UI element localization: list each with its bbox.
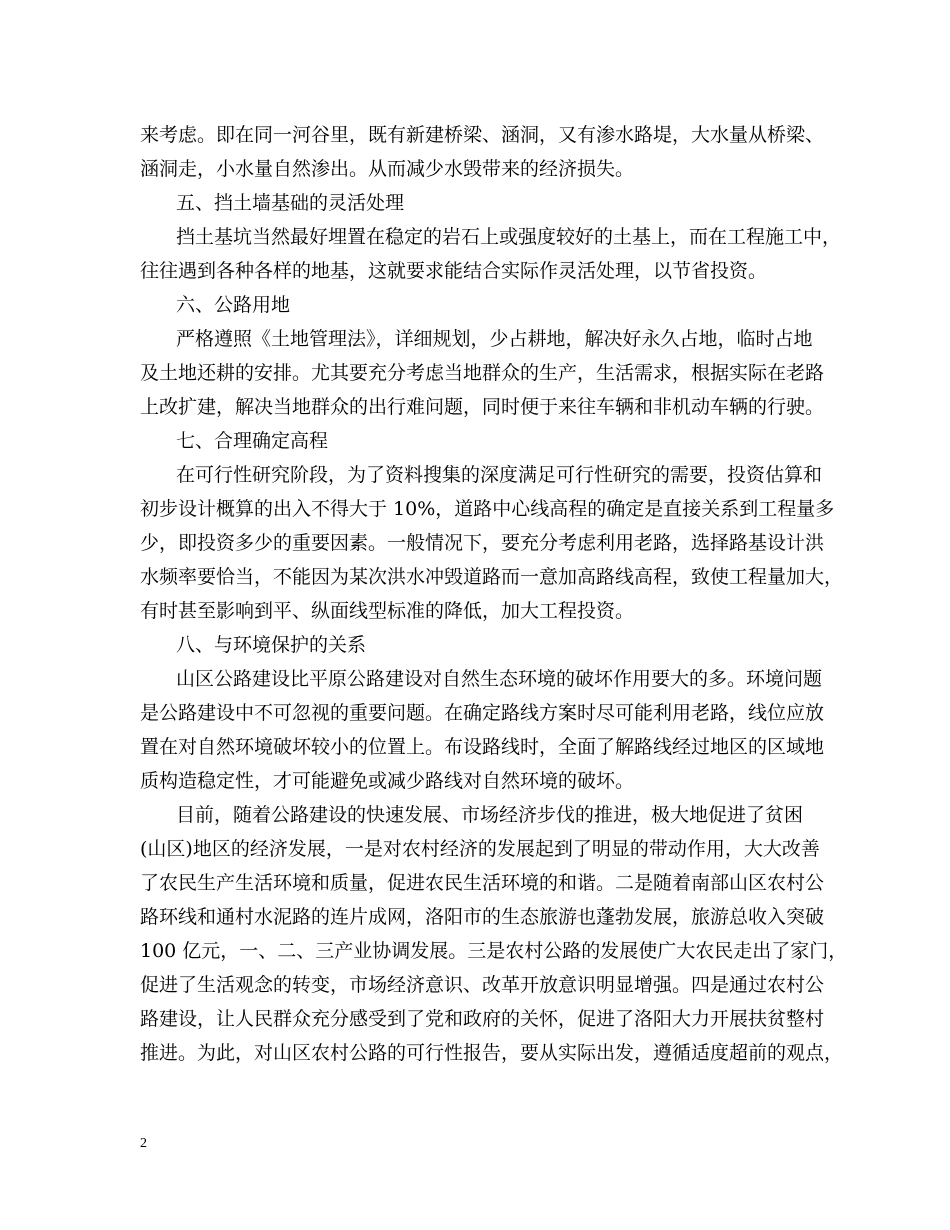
heading-text: 五、挡土墙基础的灵活处理 bbox=[176, 192, 405, 214]
paragraph-current-development bbox=[140, 798, 848, 1070]
text-line: 100 亿元，一、二、三产业协调发展。三是农村公路的发展使广大农民走出了家门， bbox=[140, 940, 848, 962]
text-line: 质构造稳定性，才可能避免或减少路线对自然环境的破坏。 bbox=[140, 770, 635, 792]
heading-text: 八、与环境保护的关系 bbox=[176, 634, 367, 656]
heading-text: 六、公路用地 bbox=[176, 294, 291, 316]
text-line: 在可行性研究阶段，为了资料搜集的深度满足可行性研究的需要，投资估算和 bbox=[176, 464, 823, 486]
text-line: 涵洞走，小水量自然渗出。从而减少水毁带来的经济损失。 bbox=[140, 158, 635, 180]
text-line: 山区公路建设比平原公路建设对自然生态环境的破坏作用要大的多。环境问题 bbox=[176, 668, 823, 690]
text-line: 上改扩建，解决当地群众的出行难问题，同时便于来往车辆和非机动车辆的行驶。 bbox=[140, 396, 825, 418]
page-number: 2 bbox=[140, 1136, 147, 1151]
text-line: 少，即投资多少的重要因素。一般情况下，要充分考虑利用老路，选择路基设计洪 bbox=[140, 532, 825, 554]
text-line: 及土地还耕的安排。尤其要充分考虑当地群众的生产，生活需求，根据实际在老路 bbox=[140, 362, 825, 384]
text-line: 是公路建设中不可忽视的重要问题。在确定路线方案时尽可能利用老路，线位应放 bbox=[140, 702, 825, 724]
text-line: 水频率要恰当，不能因为某次洪水冲毁道路而一意加高路线高程，致使工程量加大， bbox=[140, 566, 844, 588]
paragraph-1-continued bbox=[140, 118, 830, 186]
text-line: 往往遇到各种各样的地基，这就要求能结合实际作灵活处理，以节省投资。 bbox=[140, 260, 768, 282]
text-line: 促进了生活观念的转变，市场经济意识、改革开放意识明显增强。四是通过农村公 bbox=[140, 974, 825, 996]
document-body bbox=[140, 118, 848, 1070]
text-line: 置在对自然环境破坏较小的位置上。布设路线时，全面了解路线经过地区的区域地 bbox=[140, 736, 825, 758]
text-line: 了农民生产生活环境和质量，促进农民生活环境的和谐。二是随着南部山区农村公 bbox=[140, 872, 825, 894]
section-heading-6 bbox=[140, 288, 830, 322]
text-line: 推进。为此，对山区农村公路的可行性报告，要从实际出发，遵循适度超前的观点， bbox=[140, 1042, 844, 1064]
paragraph-environment bbox=[140, 662, 830, 798]
text-line: 初步设计概算的出入不得大于 10%，道路中心线高程的确定是直接关系到工程量多 bbox=[140, 498, 835, 520]
heading-text: 七、合理确定高程 bbox=[176, 430, 329, 452]
section-heading-5 bbox=[140, 186, 830, 220]
text-line: 目前，随着公路建设的快速发展、市场经济步伐的推进，极大地促进了贫困 bbox=[176, 804, 804, 826]
paragraph-retaining-wall bbox=[140, 220, 842, 288]
text-line: 挡土基坑当然最好埋置在稳定的岩石上或强度较好的土基上，而在工程施工中， bbox=[176, 226, 842, 248]
text-line: 路建设，让人民群众充分感受到了党和政府的关怀，促进了洛阳大力开展扶贫整村 bbox=[140, 1008, 825, 1030]
section-heading-7 bbox=[140, 424, 830, 458]
text-line: 有时甚至影响到平、纵面线型标准的降低，加大工程投资。 bbox=[140, 600, 635, 622]
text-line: 严格遵照《土地管理法》，详细规划，少占耕地，解决好永久占地，临时占地 bbox=[176, 328, 813, 350]
section-heading-8 bbox=[140, 628, 830, 662]
text-line: 来考虑。即在同一河谷里，既有新建桥梁、涵洞，又有渗水路堤，大水量从桥梁、 bbox=[140, 124, 825, 146]
paragraph-elevation bbox=[140, 458, 844, 628]
text-line: (山区)地区的经济发展，一是对农村经济的发展起到了明显的带动作用，大大改善 bbox=[140, 838, 820, 860]
paragraph-road-land bbox=[140, 322, 830, 424]
text-line: 路环线和通村水泥路的连片成网，洛阳市的生态旅游也蓬勃发展，旅游总收入突破 bbox=[140, 906, 825, 928]
